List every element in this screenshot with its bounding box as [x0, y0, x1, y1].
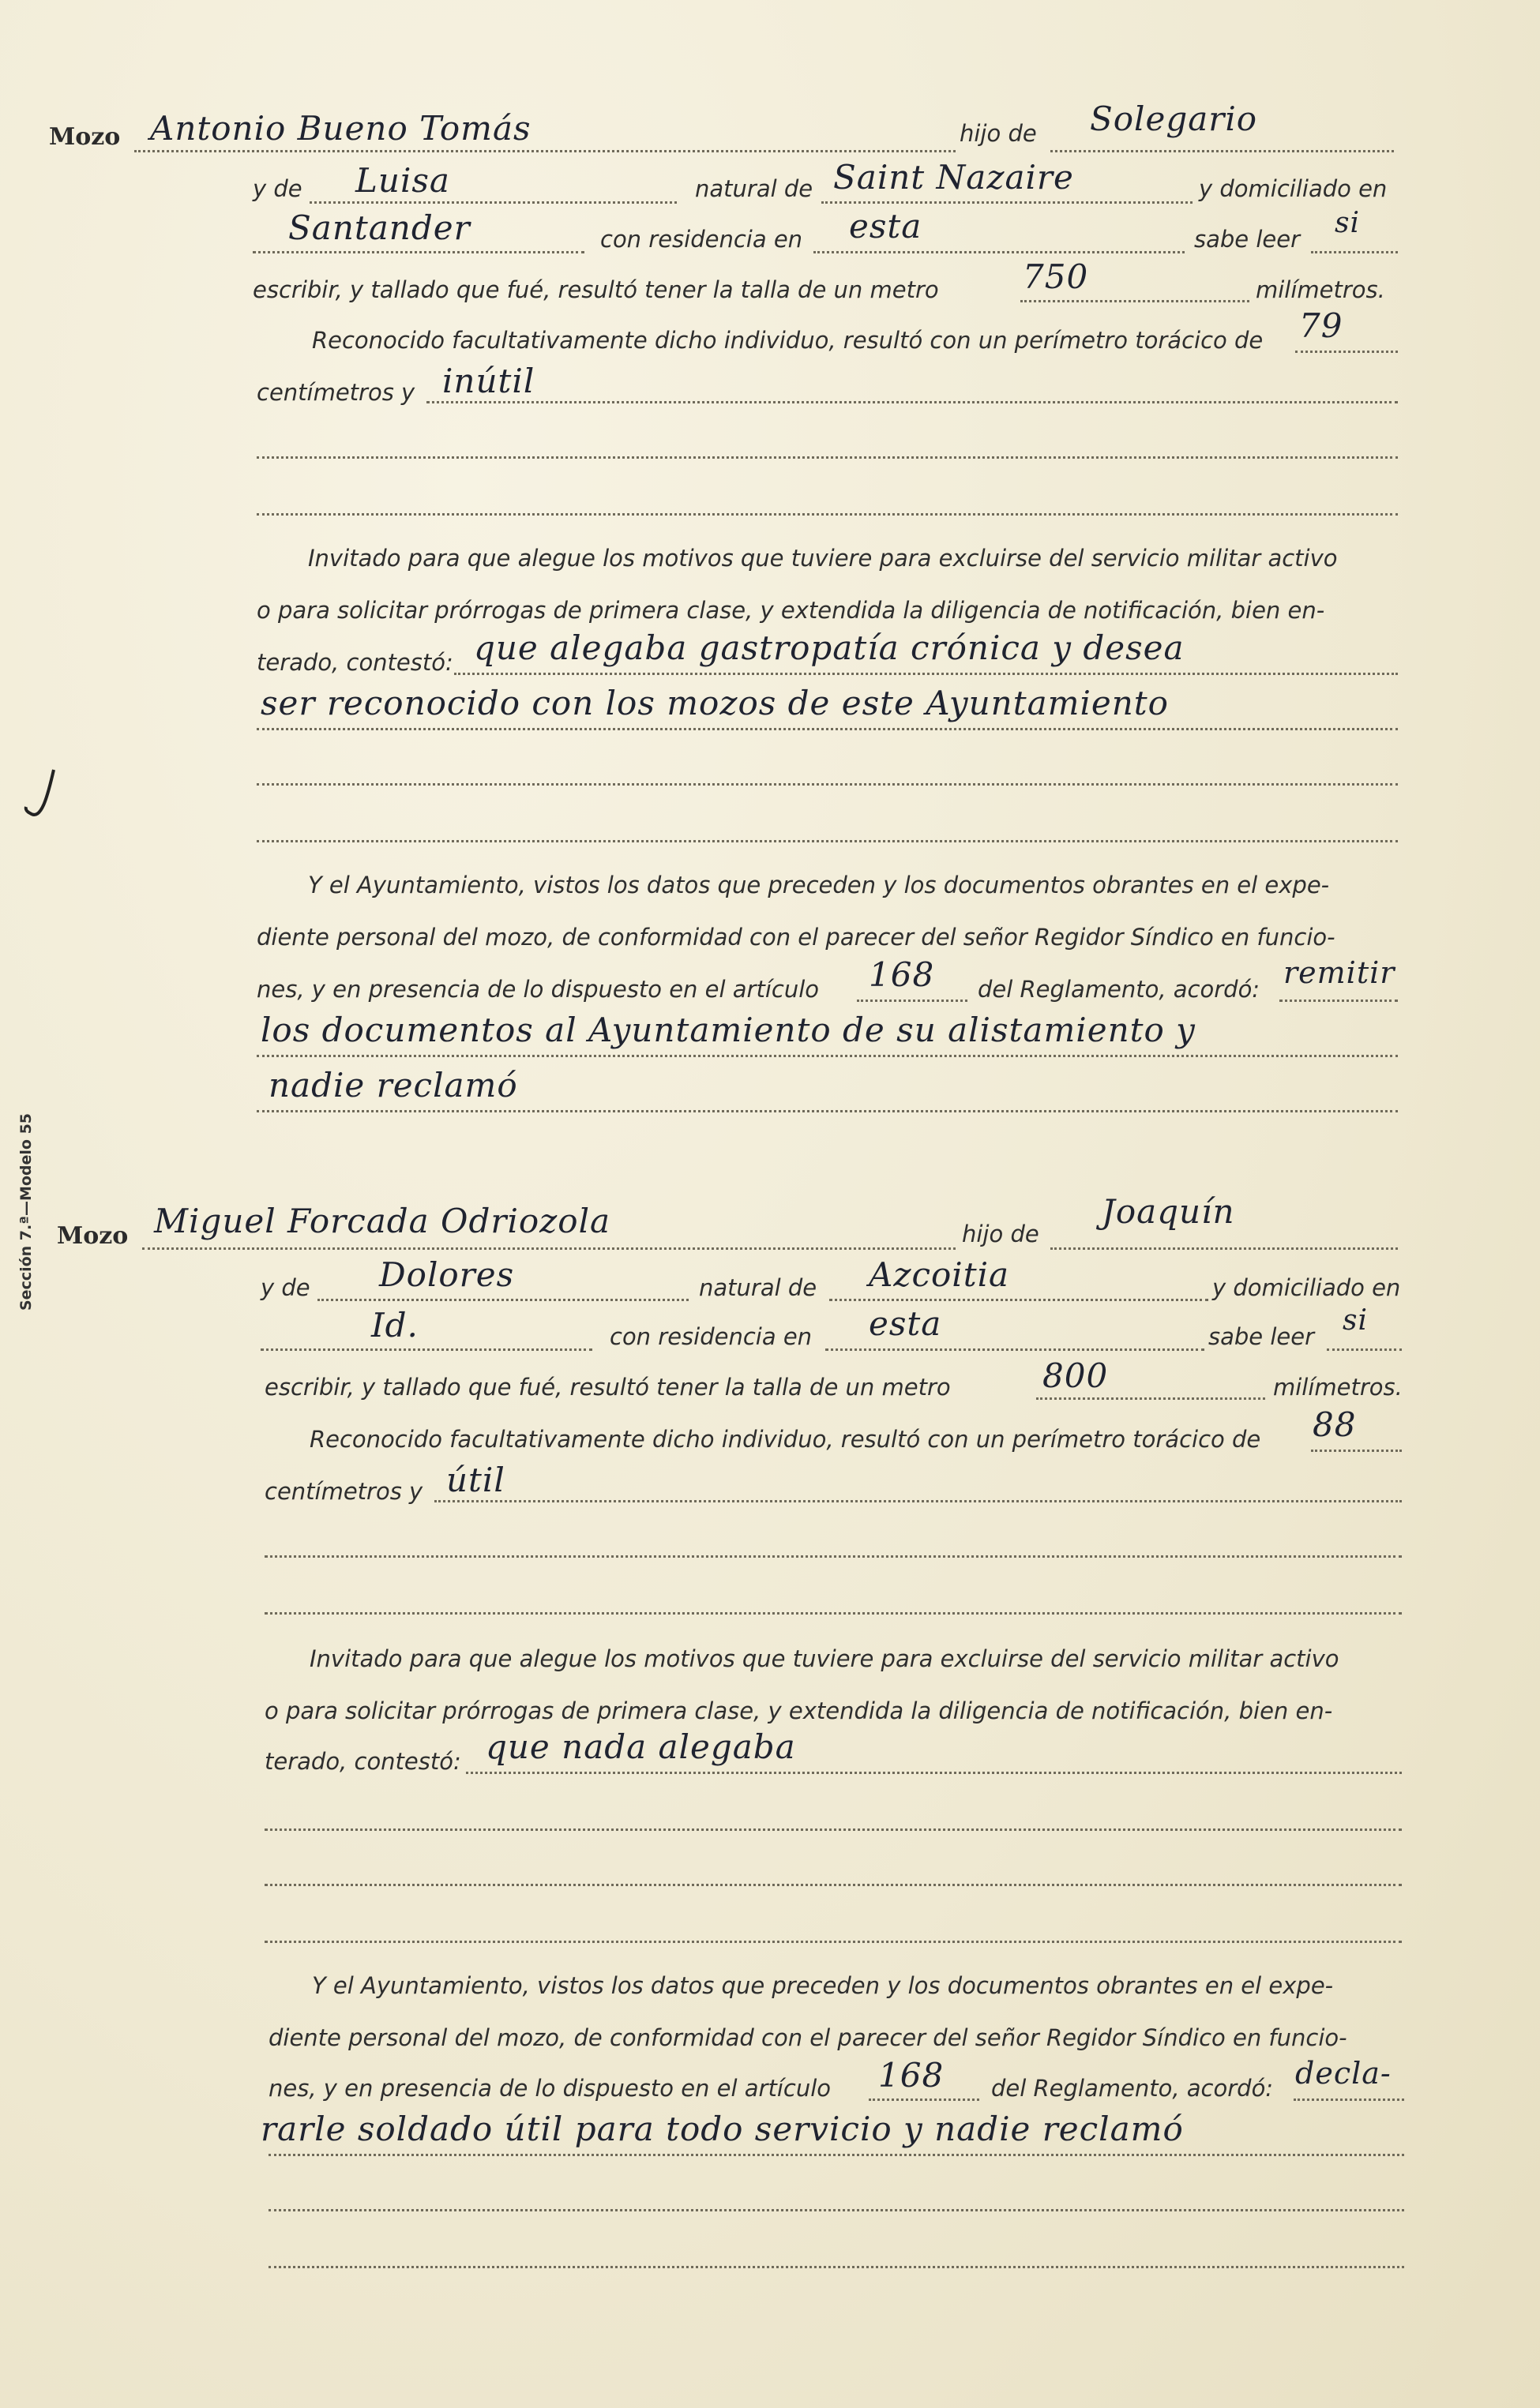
hijo-de-label: hijo de	[962, 1221, 1039, 1247]
blank-line	[257, 513, 1398, 516]
hijo-de-label: hijo de	[960, 120, 1037, 147]
reglamento-label: del Reglamento, acordó:	[978, 976, 1260, 1003]
father-line	[1050, 1247, 1398, 1250]
invitado-text-2: o para solicitar prórrogas de primera clase, y extendida la diligencia de notificación, bien en-	[257, 597, 1325, 624]
invitado-text-2: o para solicitar prórrogas de primera clase, y extendida la diligencia de notificación, bien en-	[265, 1697, 1333, 1724]
chest-value: 88	[1313, 1405, 1357, 1444]
resolution-line	[1279, 1000, 1398, 1002]
resolution-text-1: remitir	[1283, 955, 1395, 990]
height-line	[1036, 1397, 1265, 1400]
ayuntamiento-text-2: diente personal del mozo, de conformidad con el parecer del señor Regidor Síndico en funcio-	[257, 924, 1335, 951]
birthplace-line	[821, 201, 1193, 204]
resolution-text-2: rarle soldado útil para todo servicio y nadie reclamó	[261, 2110, 1184, 2148]
residence: esta	[849, 207, 922, 246]
y-de-label: y de	[253, 175, 302, 202]
condition-line	[426, 401, 1398, 403]
blank-line	[257, 456, 1398, 459]
father-name: Solegario	[1090, 99, 1258, 138]
reads-answer: si	[1335, 207, 1360, 239]
centimetros-label: centímetros y	[265, 1478, 423, 1505]
mozo-name: Antonio Bueno Tomás	[150, 109, 531, 148]
milimetros-label: milímetros.	[1273, 1374, 1403, 1401]
condition: inútil	[442, 362, 535, 400]
father-line	[1050, 150, 1394, 152]
enterado-label: terado, contestó:	[265, 1748, 461, 1775]
ayuntamiento-text-3: nes, y en presencia de lo dispuesto en el artículo	[257, 976, 820, 1003]
domicile: Santander	[288, 208, 471, 247]
blank-line	[265, 1612, 1402, 1615]
ayuntamiento-text-1: Y el Ayuntamiento, vistos los datos que preceden y los documentos obrantes en el expe-	[312, 1972, 1334, 1999]
margin-check-mark	[24, 766, 63, 837]
residencia-label: con residencia en	[600, 226, 803, 253]
name-line	[134, 150, 956, 152]
resolution-text-1: decla-	[1295, 2056, 1392, 2091]
height-line	[1020, 300, 1249, 302]
condition-line	[434, 1500, 1402, 1502]
form-model-label: Sección 7.ª—Modelo 55	[17, 1112, 35, 1311]
resolution-text-2: los documentos al Ayuntamiento de su alistamiento y	[261, 1011, 1196, 1049]
mother-name: Dolores	[379, 1255, 515, 1294]
reads-line	[1327, 1348, 1402, 1351]
birthplace-line	[829, 1299, 1208, 1301]
height-value: 800	[1042, 1356, 1109, 1395]
ayuntamiento-text-1: Y el Ayuntamiento, vistos los datos que preceden y los documentos obrantes en el expe-	[308, 872, 1330, 898]
mother-line	[310, 201, 677, 204]
article-number: 168	[869, 955, 935, 994]
domiciliado-label: y domiciliado en	[1212, 1274, 1401, 1301]
reads-answer: si	[1343, 1304, 1368, 1337]
answer-text-2: ser reconocido con los mozos de este Ayuntamiento	[261, 684, 1169, 722]
answer-line	[466, 1772, 1402, 1774]
mozo-label: Mozo	[49, 123, 121, 151]
mozo-name: Miguel Forcada Odriozola	[154, 1202, 611, 1240]
centimetros-label: centímetros y	[257, 379, 415, 406]
blank-line	[257, 840, 1398, 842]
residence: esta	[869, 1304, 942, 1343]
resolution-line	[257, 1055, 1398, 1057]
name-line	[142, 1247, 956, 1250]
residence-line	[813, 251, 1185, 253]
enterado-label: terado, contestó:	[257, 649, 453, 676]
reglamento-label: del Reglamento, acordó:	[991, 2075, 1274, 2102]
resolution-line	[1294, 2099, 1404, 2101]
y-de-label: y de	[261, 1274, 310, 1301]
milimetros-label: milímetros.	[1256, 276, 1385, 303]
natural-de-label: natural de	[695, 175, 813, 202]
blank-line	[257, 783, 1398, 786]
condition: útil	[446, 1461, 505, 1499]
article-line	[869, 2099, 979, 2101]
domicile-line	[253, 251, 584, 253]
resolution-text-3: nadie reclamó	[269, 1066, 518, 1105]
answer-text-1: que nada alegaba	[486, 1727, 796, 1766]
sabe-leer-label: sabe leer	[1194, 226, 1301, 253]
escribir-label: escribir, y tallado que fué, resultó tener la talla de un metro	[265, 1374, 951, 1401]
reads-line	[1311, 251, 1398, 253]
answer-line	[257, 728, 1398, 730]
chest-line	[1295, 351, 1398, 353]
resolution-line	[257, 1110, 1398, 1112]
blank-line	[265, 1884, 1402, 1886]
birthplace: Saint Nazaire	[833, 158, 1074, 197]
residence-line	[825, 1348, 1204, 1351]
chest-line	[1311, 1450, 1402, 1452]
residencia-label: con residencia en	[610, 1323, 813, 1350]
answer-text-1: que alegaba gastropatía crónica y desea	[474, 628, 1185, 667]
answer-line	[454, 673, 1398, 675]
domicile-line	[261, 1348, 592, 1351]
blank-line	[269, 2209, 1404, 2211]
resolution-line	[269, 2154, 1404, 2156]
blank-line	[265, 1941, 1402, 1943]
blank-line	[269, 2266, 1404, 2268]
invitado-text-1: Invitado para que alegue los motivos que tuviere para excluirse del servicio militar activo	[310, 1645, 1339, 1672]
escribir-label: escribir, y tallado que fué, resultó tener la talla de un metro	[253, 276, 939, 303]
reconocido-label: Reconocido facultativamente dicho individuo, resultó con un perímetro torácico de	[312, 327, 1264, 354]
domicile: Id.	[371, 1306, 419, 1345]
ayuntamiento-text-3: nes, y en presencia de lo dispuesto en el artículo	[269, 2075, 832, 2102]
blank-line	[265, 1555, 1402, 1558]
father-name: Joaquín	[1102, 1192, 1235, 1231]
height-value: 750	[1023, 257, 1089, 296]
article-line	[857, 1000, 967, 1002]
domiciliado-label: y domiciliado en	[1199, 175, 1388, 202]
mozo-label: Mozo	[57, 1222, 129, 1250]
ayuntamiento-text-2: diente personal del mozo, de conformidad con el parecer del señor Regidor Síndico en funcio-	[269, 2024, 1347, 2051]
invitado-text-1: Invitado para que alegue los motivos que tuviere para excluirse del servicio militar activo	[308, 545, 1338, 572]
reconocido-label: Reconocido facultativamente dicho individuo, resultó con un perímetro torácico de	[310, 1426, 1261, 1453]
chest-value: 79	[1299, 306, 1343, 345]
sabe-leer-label: sabe leer	[1208, 1323, 1315, 1350]
article-number: 168	[878, 2056, 945, 2095]
blank-line	[265, 1829, 1402, 1831]
birthplace: Azcoitia	[869, 1255, 1010, 1294]
natural-de-label: natural de	[699, 1274, 817, 1301]
mother-line	[317, 1299, 689, 1301]
mother-name: Luisa	[355, 161, 450, 200]
